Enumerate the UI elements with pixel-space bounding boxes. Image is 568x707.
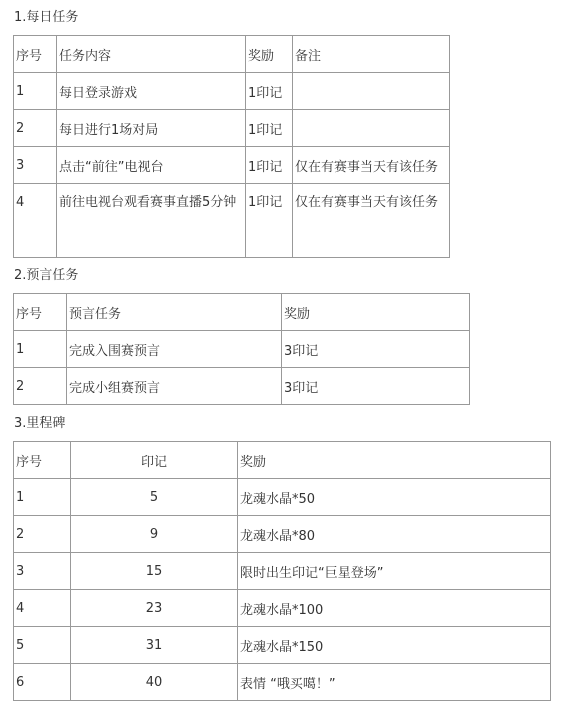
table-cell: 每日进行1场对局: [57, 110, 246, 147]
table-cell: [293, 110, 450, 147]
table-cell: 仅在有赛事当天有该任务: [293, 147, 450, 184]
table-row: [14, 368, 470, 405]
table-cell: 15: [71, 553, 238, 590]
table-row: [14, 479, 551, 516]
prediction-tasks-heading: 2.预言任务: [14, 268, 79, 283]
table-cell: 每日登录游戏: [57, 73, 246, 110]
daily-tasks-table: [13, 35, 450, 258]
table-cell: 23: [71, 590, 238, 627]
table-cell: 2: [14, 110, 57, 147]
table-cell: 龙魂水晶*100: [238, 590, 551, 627]
header-cell: 奖励: [238, 442, 551, 479]
header-cell: 序号: [14, 442, 71, 479]
header-cell: 备注: [293, 36, 450, 73]
table-header-row: [14, 442, 551, 479]
table-cell: 1印记: [246, 73, 293, 110]
table-cell: 表情 “哦买噶！”: [238, 664, 551, 701]
table-cell: 限时出生印记“巨星登场”: [238, 553, 551, 590]
table-row: [14, 331, 470, 368]
table-cell: 3: [14, 147, 57, 184]
table-row: [14, 147, 450, 184]
table-cell: 龙魂水晶*80: [238, 516, 551, 553]
table-cell: 1印记: [246, 147, 293, 184]
table-cell: 2: [14, 516, 71, 553]
table-cell: 1印记: [246, 184, 293, 258]
table-cell: 3: [14, 553, 71, 590]
milestone-table: [13, 441, 551, 701]
header-cell: 任务内容: [57, 36, 246, 73]
table-row: [14, 664, 551, 701]
table-row: [14, 553, 551, 590]
table-cell: 9: [71, 516, 238, 553]
header-cell: 序号: [14, 36, 57, 73]
table-cell: 完成入围赛预言: [67, 331, 282, 368]
table-cell: 完成小组赛预言: [67, 368, 282, 405]
header-cell: 预言任务: [67, 294, 282, 331]
header-cell: 印记: [71, 442, 238, 479]
table-row: [14, 590, 551, 627]
table-cell: 1: [14, 73, 57, 110]
table-cell: 龙魂水晶*150: [238, 627, 551, 664]
table-cell: 点击“前往”电视台: [57, 147, 246, 184]
table-cell: 5: [14, 627, 71, 664]
table-row: [14, 627, 551, 664]
table-cell: 3印记: [282, 368, 470, 405]
table-cell: 仅在有赛事当天有该任务: [293, 184, 450, 258]
table-cell: 2: [14, 368, 67, 405]
table-cell: 5: [71, 479, 238, 516]
daily-tasks-heading: 1.每日任务: [14, 10, 79, 25]
table-cell: 1: [14, 479, 71, 516]
table-row: [14, 184, 450, 258]
table-cell: 4: [14, 184, 57, 258]
table-cell: 4: [14, 590, 71, 627]
table-header-row: [14, 36, 450, 73]
table-row: [14, 73, 450, 110]
table-cell: 前往电视台观看赛事直播5分钟: [57, 184, 246, 258]
table-cell: 1印记: [246, 110, 293, 147]
table-cell: 40: [71, 664, 238, 701]
table-cell: 6: [14, 664, 71, 701]
milestone-heading: 3.里程碑: [14, 416, 66, 431]
header-cell: 奖励: [282, 294, 470, 331]
table-row: [14, 516, 551, 553]
table-cell: 31: [71, 627, 238, 664]
table-cell: 1: [14, 331, 67, 368]
prediction-tasks-table: [13, 293, 470, 405]
table-header-row: [14, 294, 470, 331]
table-cell: 龙魂水晶*50: [238, 479, 551, 516]
table-row: [14, 110, 450, 147]
header-cell: 序号: [14, 294, 67, 331]
header-cell: 奖励: [246, 36, 293, 73]
table-cell: 3印记: [282, 331, 470, 368]
table-cell: [293, 73, 450, 110]
